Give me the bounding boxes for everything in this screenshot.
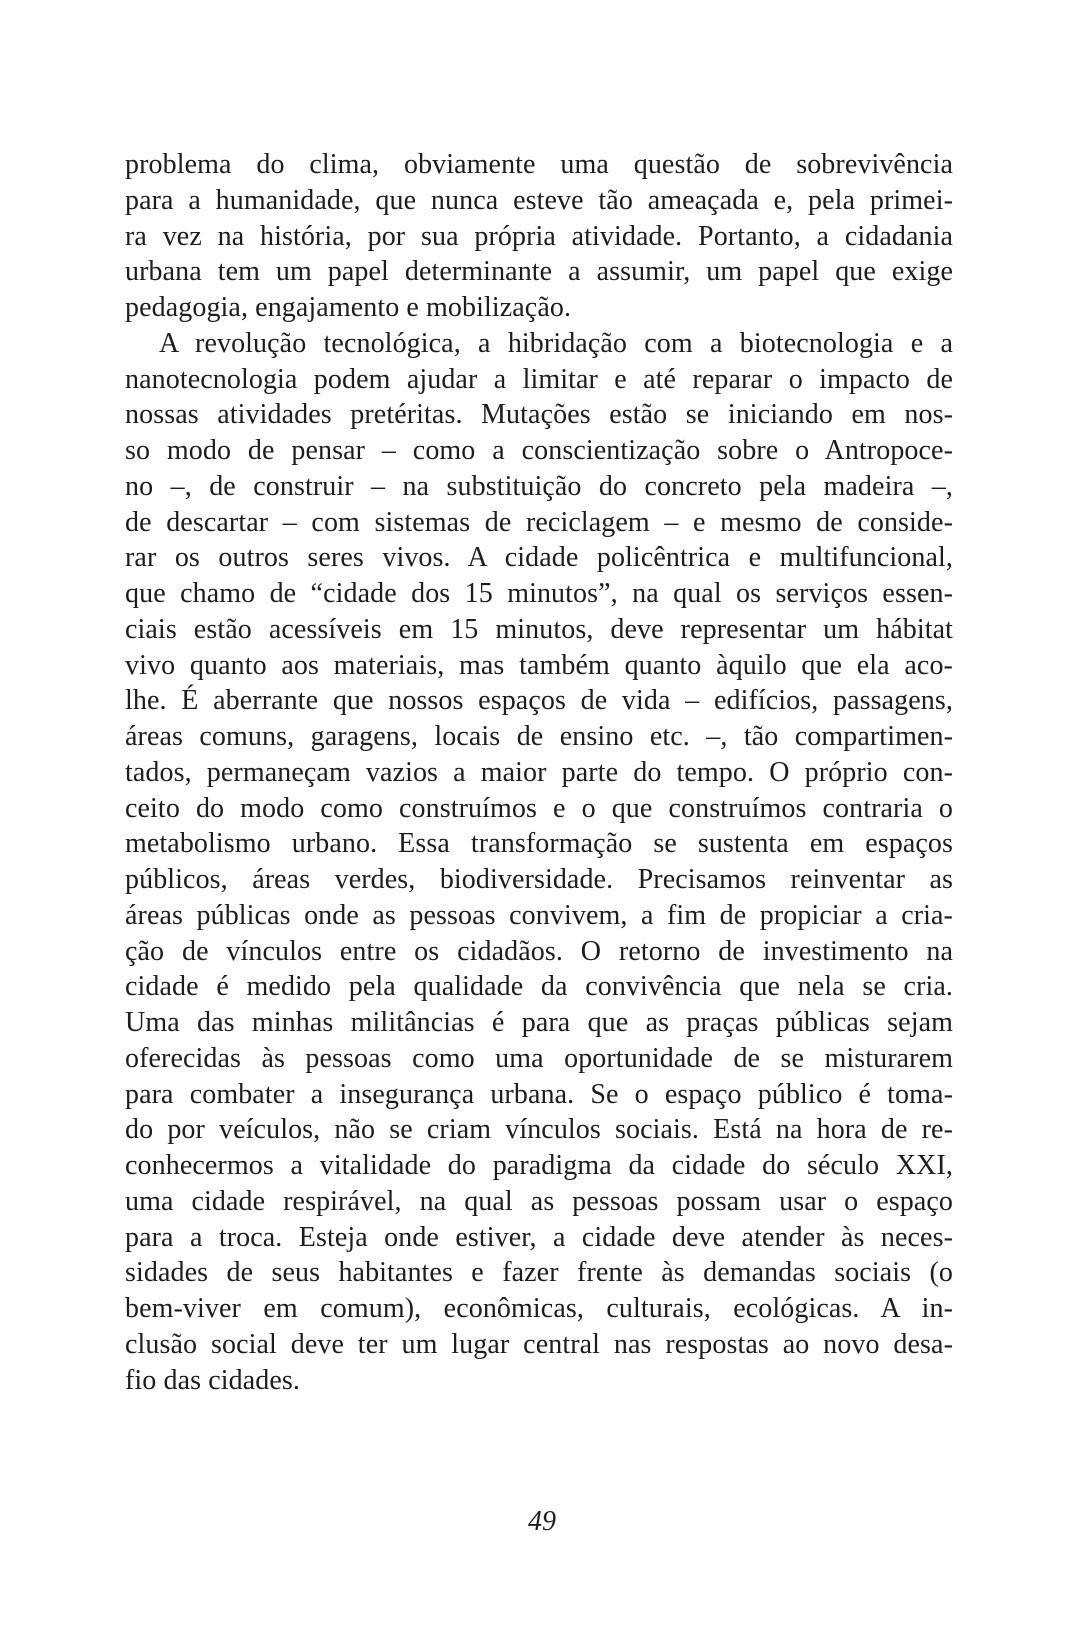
text-line: Uma das minhas militâncias é para que as praças públicas sejam <box>125 1007 953 1038</box>
text-line: áreas comuns, garagens, locais de ensino etc. –, tão compartimen- <box>125 721 953 752</box>
text-line: nossas atividades pretéritas. Mutações estão se iniciando em nos- <box>125 399 953 431</box>
paragraph <box>125 326 953 1399</box>
text-line: para a troca. Esteja onde estiver, a cidade deve atender às neces- <box>125 1221 953 1253</box>
text-line: no –, de construir – na substituição do concreto pela madeira –, <box>125 470 953 502</box>
page-number: 49 <box>528 1506 556 1537</box>
text-line: áreas públicas onde as pessoas convivem, a fim de propiciar a cria- <box>125 899 953 931</box>
text-line: vivo quanto aos materiais, mas também quanto àquilo que ela aco- <box>125 649 953 681</box>
text-line: urbana tem um papel determinante a assumir, um papel que exige <box>125 256 953 288</box>
text-line: ceito do modo como construímos e o que construímos contraria o <box>125 792 953 824</box>
text-line: para combater a insegurança urbana. Se o espaço público é toma- <box>125 1078 953 1110</box>
text-line: problema do clima, obviamente uma questão de sobrevivência <box>125 149 953 180</box>
text-line: nanotecnologia podem ajudar a limitar e até reparar o impacto de <box>125 363 953 395</box>
text-line: cidade é medido pela qualidade da convivência que nela se cria. <box>125 971 953 1003</box>
text-line: A revolução tecnológica, a hibridação com a biotecnologia e a <box>159 327 953 359</box>
text-line: conhecermos a vitalidade do paradigma da cidade do século XXI, <box>125 1150 953 1181</box>
text-line: bem-viver em comum), econômicas, culturais, ecológicas. A in- <box>125 1293 953 1324</box>
text-line: ciais estão acessíveis em 15 minutos, deve representar um hábitat <box>125 613 953 645</box>
text-line: ção de vínculos entre os cidadãos. O retorno de investimento na <box>125 935 953 967</box>
text-line: oferecidas às pessoas como uma oportunidade de se misturarem <box>125 1042 953 1074</box>
text-line: metabolismo urbano. Essa transformação se sustenta em espaços <box>125 828 953 860</box>
text-line: do por veículos, não se criam vínculos sociais. Está na hora de re- <box>125 1114 953 1146</box>
text-line: de descartar – com sistemas de reciclagem – e mesmo de conside- <box>125 506 953 538</box>
text-line: tados, permaneçam vazios a maior parte do tempo. O próprio con- <box>125 756 953 788</box>
text-line: so modo de pensar – como a conscientização sobre o Antropoce- <box>125 435 953 466</box>
text-line: rar os outros seres vivos. A cidade policêntrica e multifuncional, <box>125 542 953 574</box>
text-block <box>125 147 953 1398</box>
text-line: ra vez na história, por sua própria atividade. Portanto, a cidadania <box>125 220 953 252</box>
text-line: públicos, áreas verdes, biodiversidade. Precisamos reinventar as <box>125 864 953 895</box>
paragraph <box>125 147 953 326</box>
text-line: para a humanidade, que nunca esteve tão ameaçada e, pela primei- <box>125 184 953 216</box>
text-line: sidades de seus habitantes e fazer frente às demandas sociais (o <box>125 1257 953 1289</box>
text-line: que chamo de “cidade dos 15 minutos”, na qual os serviços essen- <box>125 578 953 609</box>
text-line: fio das cidades. <box>125 1364 300 1396</box>
text-line: uma cidade respirável, na qual as pessoas possam usar o espaço <box>125 1185 953 1217</box>
text-line: lhe. É aberrante que nossos espaços de vida – edifícios, passagens, <box>125 685 953 717</box>
text-line: clusão social deve ter um lugar central nas respostas ao novo desa- <box>125 1328 953 1360</box>
text-line: pedagogia, engajamento e mobilização. <box>125 292 572 323</box>
